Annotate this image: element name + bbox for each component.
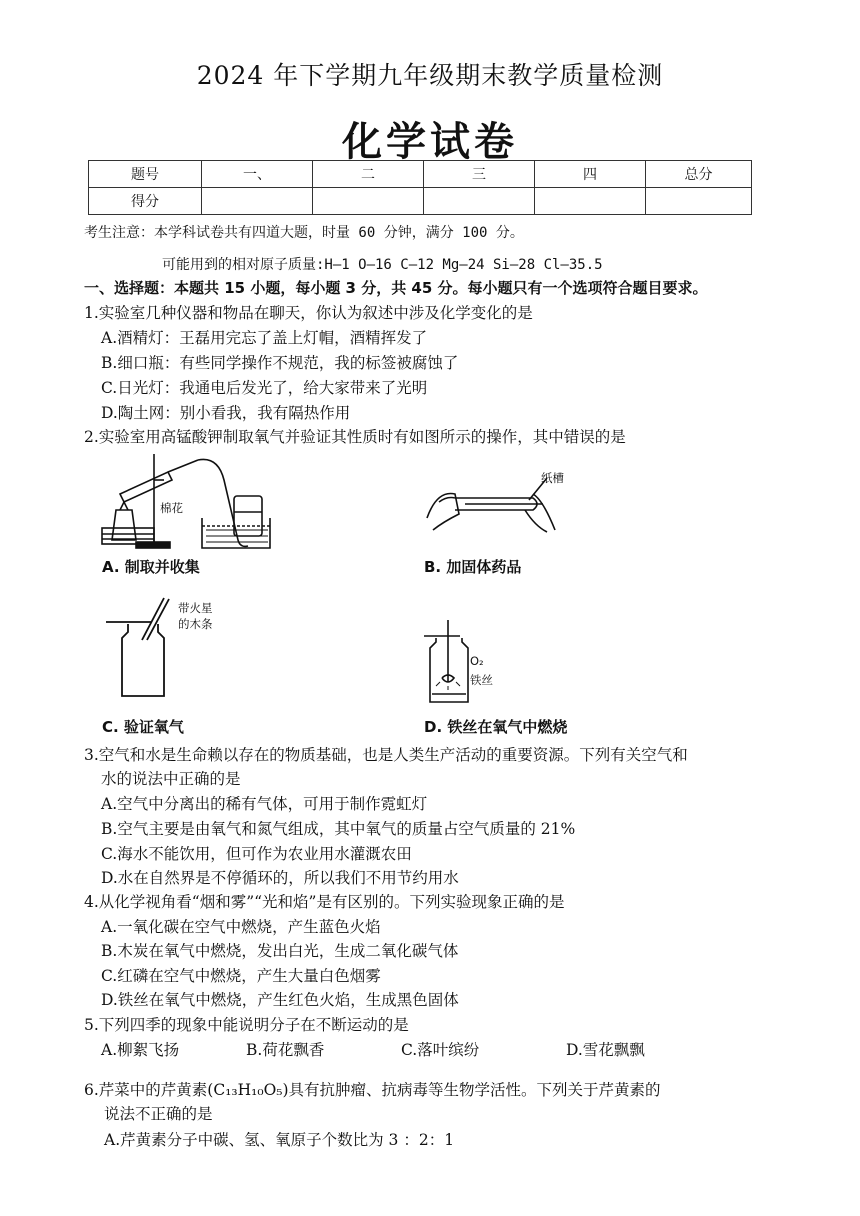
table-cell: 题号 (89, 161, 202, 188)
table-cell (202, 188, 313, 215)
exam-notice: 考生注意：本学科试卷共有四道大题，时量 60 分钟，满分 100 分。 (84, 225, 524, 241)
question-4-option-d: D.铁丝在氧气中燃烧，产生红色火焰，生成黑色固体 (101, 991, 459, 1009)
label-splint-line2: 的木条 (178, 617, 213, 631)
question-5-option-a: A.柳絮飞扬 (101, 1041, 180, 1059)
caption-a: A. 制取并收集 (102, 558, 200, 576)
table-cell (424, 188, 535, 215)
question-3-option-b: B.空气主要是由氧气和氮气组成，其中氧气的质量占空气质量的 21% (101, 820, 576, 838)
exam-title: 2024 年下学期九年级期末教学质量检测 (196, 61, 664, 90)
apparatus-a-figure (98, 450, 278, 555)
score-table (88, 160, 752, 215)
question-1-stem: 1.实验室几种仪器和物品在聊天，你认为叙述中涉及化学变化的是 (84, 304, 533, 322)
table-cell: 三 (424, 161, 535, 188)
label-paper-trough: 纸槽 (541, 471, 564, 485)
question-3-option-a: A.空气中分离出的稀有气体，可用于制作霓虹灯 (101, 795, 428, 813)
table-cell: 总分 (646, 161, 752, 188)
question-5-option-d: D.雪花飘飘 (566, 1041, 645, 1059)
question-1-option-b: B.细口瓶：有些同学操作不规范，我的标签被腐蚀了 (101, 354, 459, 372)
table-cell: 得分 (89, 188, 202, 215)
question-4-option-b: B.木炭在氧气中燃烧，发出白光，生成二氧化碳气体 (101, 942, 459, 960)
table-row (89, 188, 752, 215)
question-3-option-c: C.海水不能饮用，但可作为农业用水灌溉农田 (101, 845, 412, 863)
subject-title: 化学试卷 (342, 118, 518, 165)
apparatus-c-figure (100, 596, 180, 700)
table-cell: 二 (313, 161, 424, 188)
table-cell (535, 188, 646, 215)
question-6-stem-line1: 6.芹菜中的芹黄素(C₁₃H₁₀O₅)具有抗肿瘤、抗病毒等生物学活性。下列关于芹黄素的 (84, 1081, 661, 1099)
table-cell: 一、 (202, 161, 313, 188)
table-row (89, 161, 752, 188)
question-2-stem: 2.实验室用高锰酸钾制取氧气并验证其性质时有如图所示的操作，其中错误的是 (84, 428, 626, 446)
label-iron-wire: 铁丝 (470, 673, 493, 687)
question-4-stem: 4.从化学视角看“烟和雾”“光和焰”是有区别的。下列实验现象正确的是 (84, 893, 565, 911)
question-5-stem: 5.下列四季的现象中能说明分子在不断运动的是 (84, 1016, 409, 1034)
question-1-option-c: C.日光灯：我通电后发光了，给大家带来了光明 (101, 379, 428, 397)
caption-c: C. 验证氧气 (102, 718, 184, 736)
question-4-option-a: A.一氧化碳在空气中燃烧，产生蓝色火焰 (101, 918, 381, 936)
question-6-option-a: A.芹黄素分子中碳、氢、氧原子个数比为 3 ：2：1 (104, 1131, 455, 1149)
section-heading: 一、选择题：本题共 15 小题，每小题 3 分，共 45 分。每小题只有一个选项符合题目要求。 (84, 279, 708, 297)
question-5-option-c: C.落叶缤纷 (401, 1041, 480, 1059)
caption-d: D. 铁丝在氧气中燃烧 (424, 718, 568, 736)
label-cotton: 棉花 (160, 501, 183, 515)
table-cell: 四 (535, 161, 646, 188)
question-1-option-a: A.酒精灯：王磊用完忘了盖上灯帽，酒精挥发了 (101, 329, 428, 347)
label-splint-line1: 带火星 (178, 601, 213, 615)
table-cell (313, 188, 424, 215)
question-5-option-b: B.荷花飘香 (246, 1041, 325, 1059)
table-cell (646, 188, 752, 215)
question-1-option-d: D.陶土网：别小看我，我有隔热作用 (101, 404, 351, 422)
question-3-option-d: D.水在自然界是不停循环的，所以我们不用节约用水 (101, 869, 459, 887)
question-4-option-c: C.红磷在空气中燃烧，产生大量白色烟雾 (101, 967, 381, 985)
label-o2: O₂ (470, 654, 484, 668)
atomic-masses: 可能用到的相对原子质量:H—1 O—16 C—12 Mg—24 Si—28 Cl—35.5 (162, 257, 603, 273)
caption-b: B. 加固体药品 (424, 558, 522, 576)
question-3-stem-line1: 3.空气和水是生命赖以存在的物质基础，也是人类生产活动的重要资源。下列有关空气和 (84, 746, 688, 764)
question-6-stem-line2: 说法不正确的是 (104, 1105, 213, 1123)
question-3-stem-line2: 水的说法中正确的是 (101, 770, 241, 788)
